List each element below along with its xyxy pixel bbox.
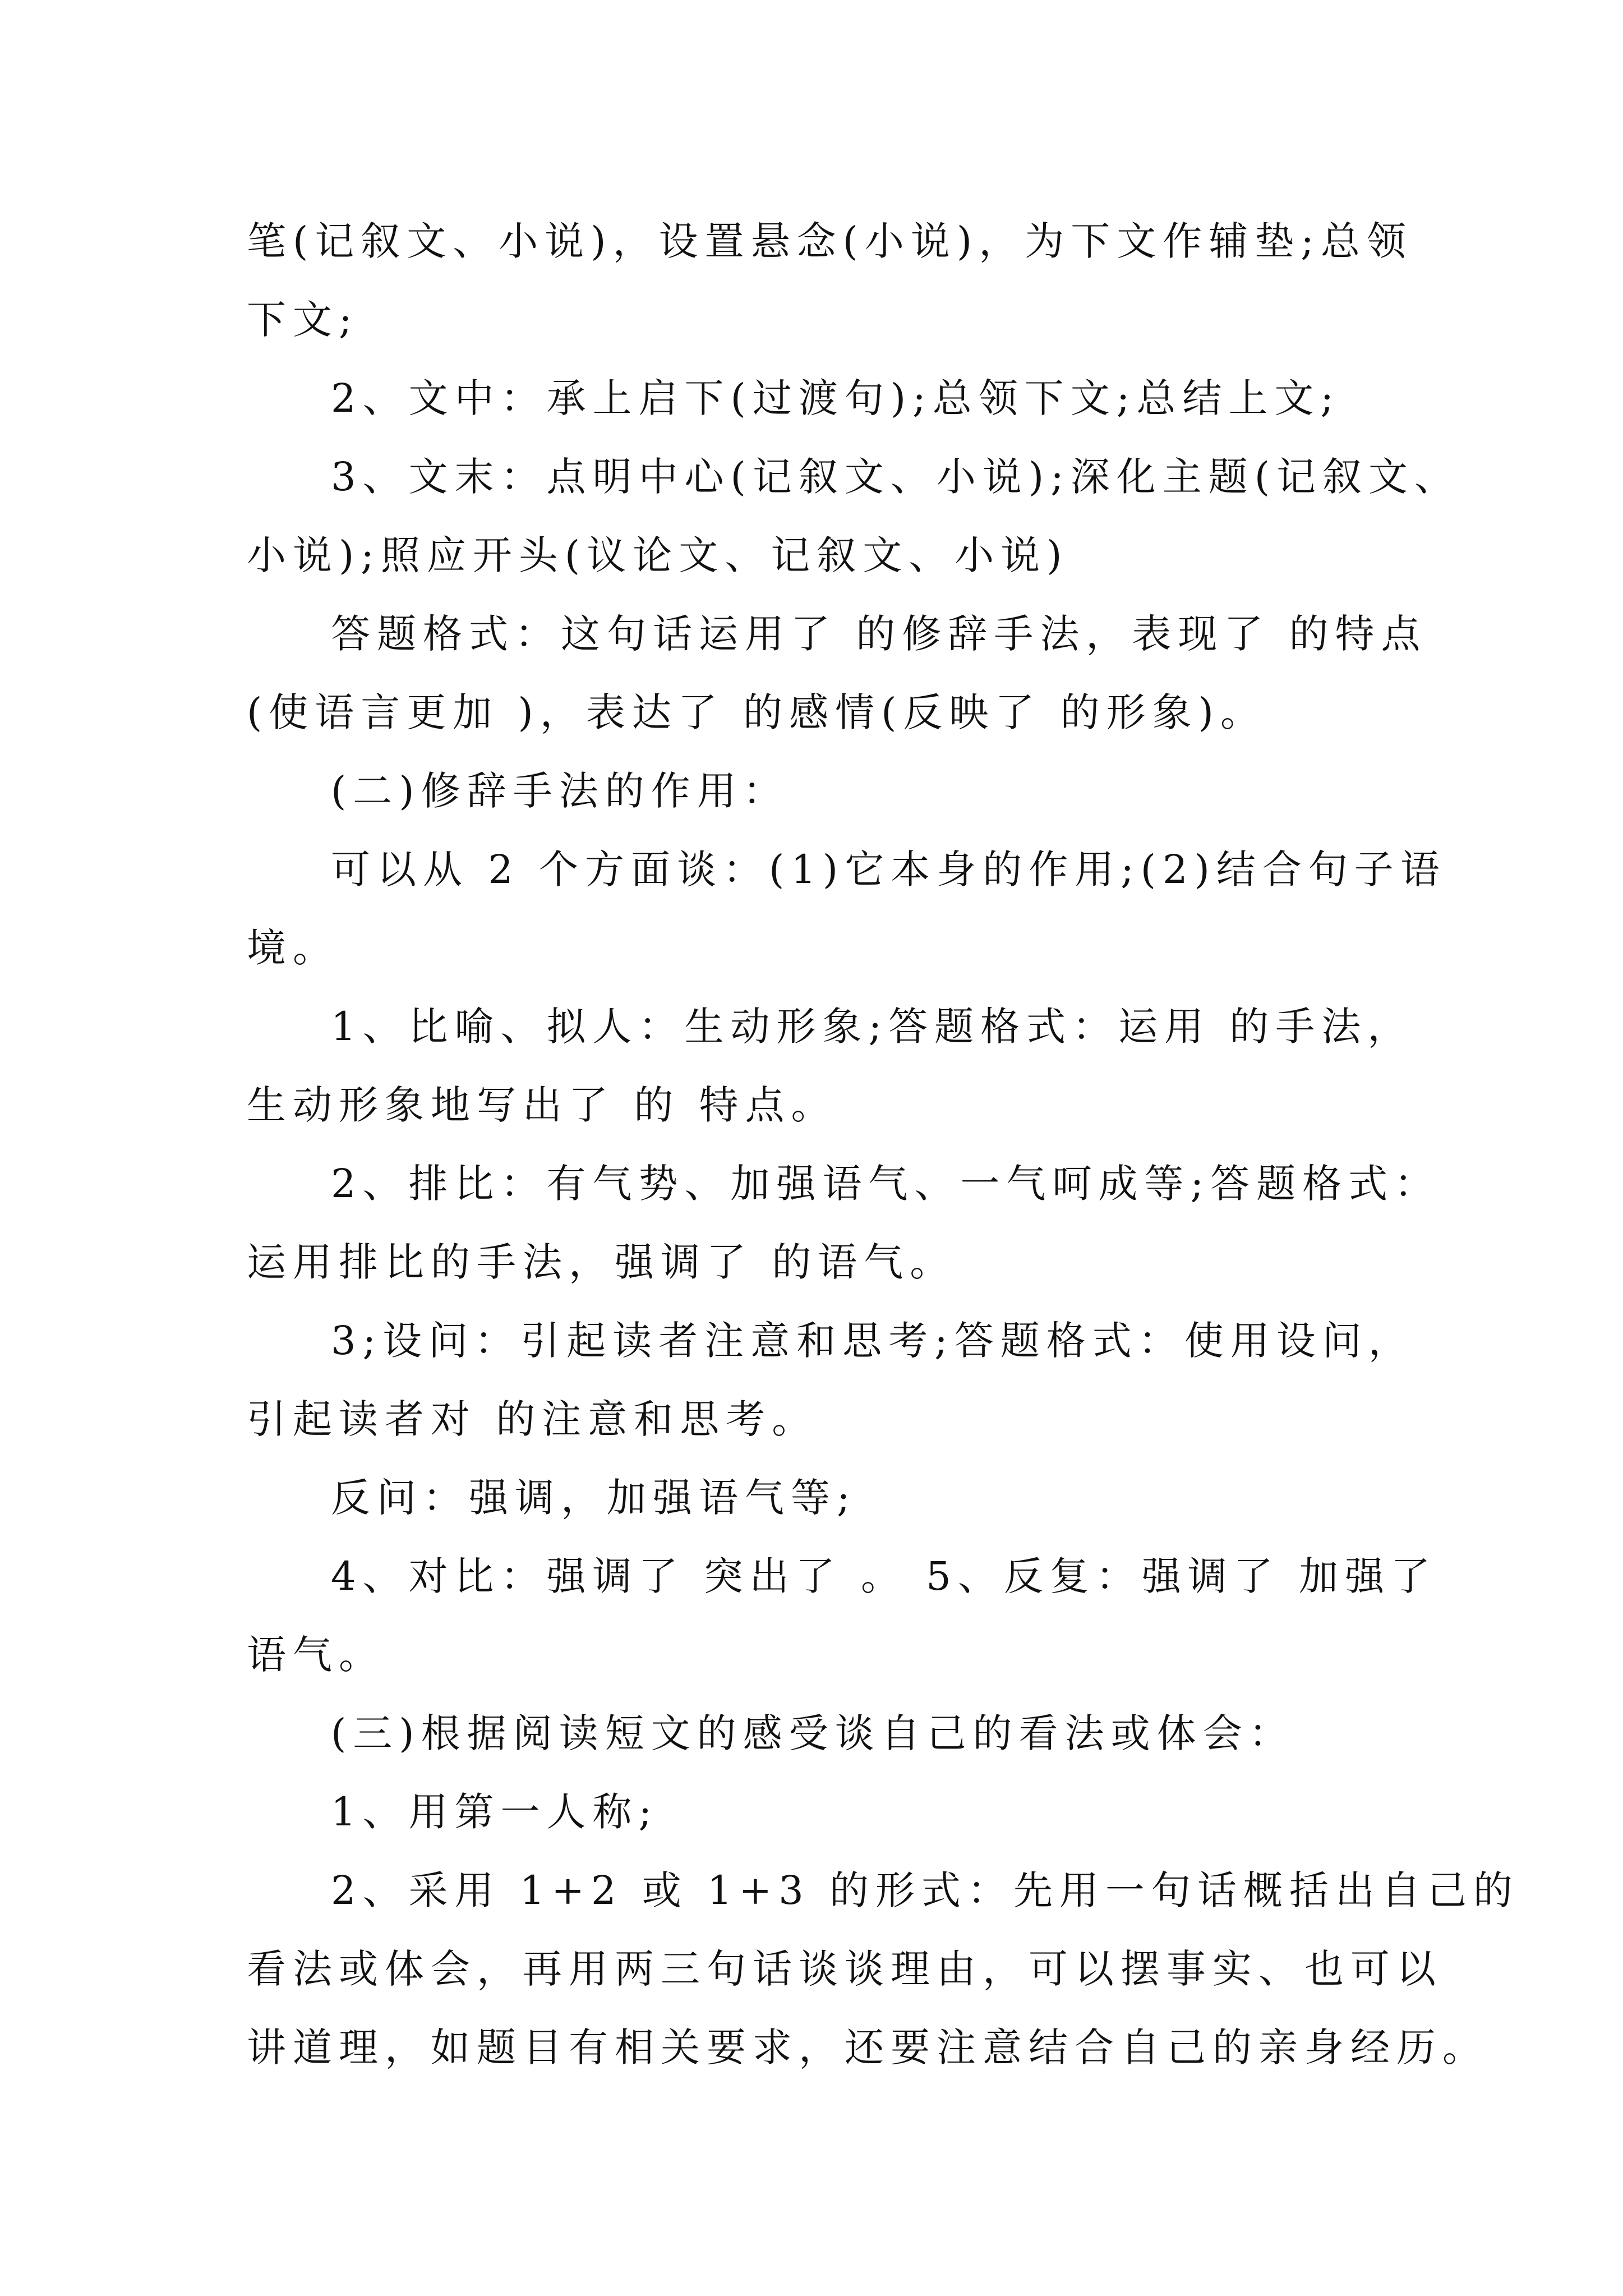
paragraph-line: 1、用第一人称; xyxy=(331,1789,659,1835)
paragraph-line: 引起读者对 的注意和思考。 xyxy=(247,1396,818,1442)
paragraph-line: 生动形象地写出了 的 特点。 xyxy=(247,1082,837,1128)
document-page xyxy=(247,0,1519,2296)
paragraph-line: 答题格式：这句话运用了 的修辞手法，表现了 的特点 xyxy=(331,611,1427,657)
paragraph-line: 1、比喻、拟人：生动形象;答题格式：运用 的手法， xyxy=(331,1004,1414,1050)
paragraph-line: 2、文中：承上启下(过渡句);总领下文;总结上文; xyxy=(331,375,1340,421)
section-heading: (二)修辞手法的作用： xyxy=(331,768,789,814)
paragraph-line: (使语言更加 )，表达了 的感情(反映了 的形象)。 xyxy=(247,689,1266,735)
paragraph-line: 反问：强调，加强语气等; xyxy=(331,1475,857,1521)
paragraph-line: 语气。 xyxy=(247,1632,385,1678)
paragraph-line: 3、文末：点明中心(记叙文、小说);深化主题(记叙文、 xyxy=(331,454,1461,500)
paragraph-line: 小说);照应开头(议论文、记叙文、小说) xyxy=(247,532,1069,578)
paragraph-line: 2、排比：有气势、加强语气、一气呵成等;答题格式： xyxy=(331,1161,1441,1207)
paragraph-line: 下文; xyxy=(247,297,359,343)
paragraph-line: 运用排比的手法，强调了 的语气。 xyxy=(247,1239,956,1285)
section-heading: (三)根据阅读短文的感受谈自己的看法或体会： xyxy=(331,1710,1295,1756)
paragraph-line: 看法或体会，再用两三句话谈谈理由，可以摆事实、也可以 xyxy=(247,1946,1442,1992)
paragraph-line: 讲道理，如题目有相关要求，还要注意结合自己的亲身经历。 xyxy=(247,2024,1488,2070)
paragraph-line: 2、采用 1+2 或 1+3 的形式：先用一句话概括出自己的 xyxy=(331,1867,1519,1913)
paragraph-line: 可以从 2 个方面谈：(1)它本身的作用;(2)结合句子语 xyxy=(331,846,1446,892)
paragraph-line: 境。 xyxy=(247,925,339,971)
paragraph-line: 4、对比：强调了 突出了 。 5、反复：强调了 加强了 xyxy=(331,1553,1437,1599)
paragraph-line: 3;设问：引起读者注意和思考;答题格式：使用设问， xyxy=(331,1318,1414,1364)
paragraph-line: 笔(记叙文、小说)，设置悬念(小说)，为下文作辅垫;总领 xyxy=(247,218,1413,264)
